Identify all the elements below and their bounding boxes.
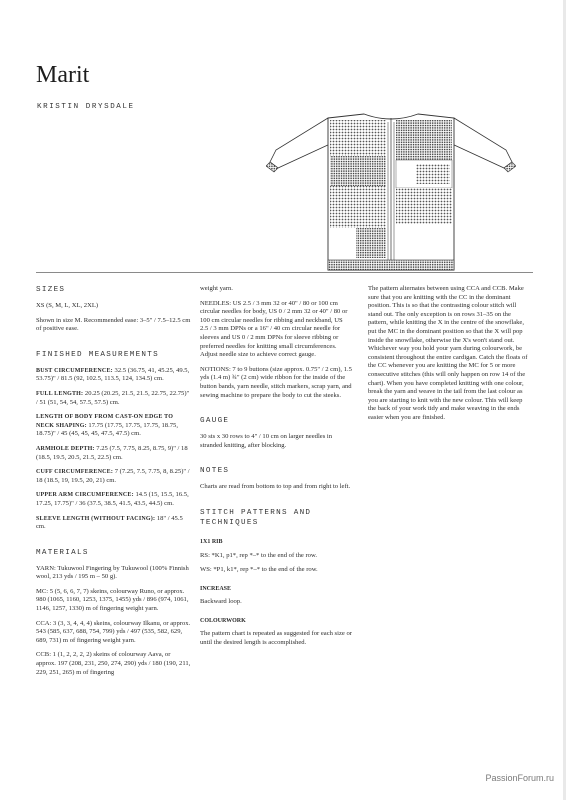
body-length-label: LENGTH OF BODY FROM CAST-ON EDGE TO NECK SHAPING: <box>36 414 174 429</box>
gauge-text: 30 sts x 30 rows to 4" / 10 cm on larger needles in stranded knitting, after blocking. <box>200 433 333 449</box>
sleeve-length <box>36 515 192 532</box>
cuff-label: CUFF CIRCUMFERENCE: <box>36 469 114 476</box>
rib-rs-row: RS: *K1, p1*, rep *–* to the end of the row. <box>200 551 317 559</box>
needles: NEEDLES: US 2.5 / 3 mm 32 or 40" / 80 or 100 cm circular needles for body, US 0 / 2 mm 32 or 40" / 80 or 100 cm circular needles for ribbing and neckband, US 2.5 / 3 mm DPNs or a 16" / 40 cm circular needle for sleeves and US 0 / 2 mm DPNs for sleeve ribbing or preferred needles for knitting small circumferences. Adjust needle size to achieve correct gauge. <box>200 299 348 359</box>
weight-yarn-continued: weight yarn. <box>200 285 233 292</box>
cardigan-illustration <box>266 110 516 280</box>
materials-mc: MC: 5 (5, 6, 6, 7, 7) skeins, colourway Runo, or approx. 980 (1065, 1160, 1253, 1375, 1455) yds / 896 (974, 1061, 1146, 1257, 1330) m of fingering weight yarn. <box>36 587 189 613</box>
increase-text: Backward loop. <box>200 598 242 606</box>
armhole-depth <box>36 445 192 462</box>
bust-circumference <box>36 367 192 384</box>
upper-arm-circumference <box>36 491 192 508</box>
full-length <box>36 390 192 407</box>
bust-value: 32.5 (36.75, 41, 45.25, 49.5, 53.75)" / 81.5 (92, 102.5, 113.5, 124, 134.5) cm. <box>36 366 190 383</box>
materials-heading: MATERIALS <box>36 548 89 557</box>
column-right <box>368 285 531 429</box>
column-left <box>36 285 192 683</box>
materials-ccb: CCB: 1 (1, 2, 2, 2, 2) skeins of colourway Aava, or approx. 197 (208, 231, 250, 274, 290) yds / 180 (190, 211, 229, 251, 265) m of fingering <box>36 651 191 676</box>
materials-cca: CCA: 3 (3, 3, 4, 4, 4) skeins, colourway Ilkanu, or approx. 543 (585, 637, 688, 754, 799) yds / 497 (535, 582, 629, 689, 731) m of fingering weight yarn. <box>36 619 191 644</box>
increase-heading: INCREASE <box>200 585 232 592</box>
section-divider <box>36 272 533 273</box>
upper-arm-value: 14.5 (15, 15.5, 16.5, 17.25, 17.75)" / 36 (37.5, 38.5, 41.5, 43.5, 44.5) cm. <box>36 491 189 507</box>
full-length-label: FULL LENGTH: <box>36 390 84 397</box>
armhole-value: 7.25 (7.5, 7.75, 8.25, 8.75, 9)" / 18 (18.5, 19.5, 20.5, 21.5, 22.5) cm. <box>36 444 188 461</box>
sizes-ease: Shown in size M. Recommended ease: 3–5" / 7.5–12.5 cm of positive ease. <box>36 316 191 333</box>
rib-ws-row: WS: *P1, k1*, rep *–* to the end of the row. <box>200 566 318 574</box>
notes-text: Charts are read from bottom to top and from right to left. <box>200 483 351 491</box>
sleeve-label: SLEEVE LENGTH (WITHOUT FACING): <box>36 515 156 522</box>
full-length-value: 20.25 (20.25, 21.5, 21.5, 22.75, 22.75)" / 51 (51, 54, 54, 57.5, 57.5) cm. <box>36 389 190 406</box>
upper-arm-label: UPPER ARM CIRCUMFERENCE: <box>36 492 134 499</box>
gauge-heading: GAUGE <box>200 417 230 426</box>
body-length <box>36 413 192 439</box>
colourwork-heading: COLOURWORK <box>200 617 246 624</box>
notes-heading: NOTES <box>200 467 230 476</box>
cuff-value: 7 (7.25, 7.5, 7.75, 8, 8.25)" / 18 (18.5, 19, 19.5, 20, 21) cm. <box>36 468 190 484</box>
sizes-heading: SIZES <box>36 286 66 294</box>
bust-label: BUST CIRCUMFERENCE: <box>36 367 113 374</box>
watermark: PassionForum.ru <box>485 773 554 783</box>
column-middle <box>200 285 352 654</box>
colourwork-text: The pattern chart is repeated as suggested for each size or until the desired length is accomplished. <box>200 630 352 647</box>
materials-yarn: YARN: Tukuwool Fingering by Tukuwool (100% Finnish wool, 213 yds / 195 m – 50 g). <box>36 564 189 581</box>
notions: NOTIONS: 7 to 9 buttons (size approx. 0.75" / 2 cm), 1.5 yds (1.4 m) ¾" (2 cm) wide ribbon for the inside of the button bands, yarn needle, stitch markers, scrap yarn, and sewing machine to prepare the body to cut the steeks. <box>200 365 352 399</box>
armhole-label: ARMHOLE DEPTH: <box>36 445 95 452</box>
pattern-title: Marit <box>36 62 90 88</box>
colourwork-continued: The pattern alternates between using CCA and CCB. Make sure that you are knitting with the CC in the dominant position. This is so that the contrasting colour stitch will stand out. The only exception is on rows 31–35 on the pattern, while knitting the X in the centre of the snowflake, put the MC in the dominant position so that the X will pop inside the snowflake, otherwise the X's won't stand out. Whichever way you hold your yarn during colourwork, be consistent throughout the entire cardigan. Catch the floats of the CC whenever you are knitting the MC for 5 or more consecutive stitches (this will only happen on row 14 of the chart). When you have completed knitting with one colour, break the yarn and weave in the tail from the last colour as you are starting to knit with the new colour. This will keep the back of your work tidy and make weaving in the ends easier when you are finished. <box>368 285 528 421</box>
body-length-value: 17.75 (17.75, 17.75, 17.75, 18.75, 18.75)" / 45 (45, 45, 45, 47.5, 47.5) cm. <box>36 421 178 438</box>
designer-name: KRISTIN DRYSDALE <box>37 103 135 111</box>
cuff-circumference <box>36 468 192 485</box>
sleeve-value: 18" / 45.5 cm. <box>36 514 183 531</box>
finished-measurements-heading: FINISHED MEASUREMENTS <box>36 350 159 359</box>
sizes-list: XS (S, M, L, XL, 2XL) <box>36 302 99 309</box>
stitch-patterns-heading: STITCH PATTERNS AND TECHNIQUES <box>200 508 312 527</box>
rib-heading: 1X1 RIB <box>200 538 223 545</box>
